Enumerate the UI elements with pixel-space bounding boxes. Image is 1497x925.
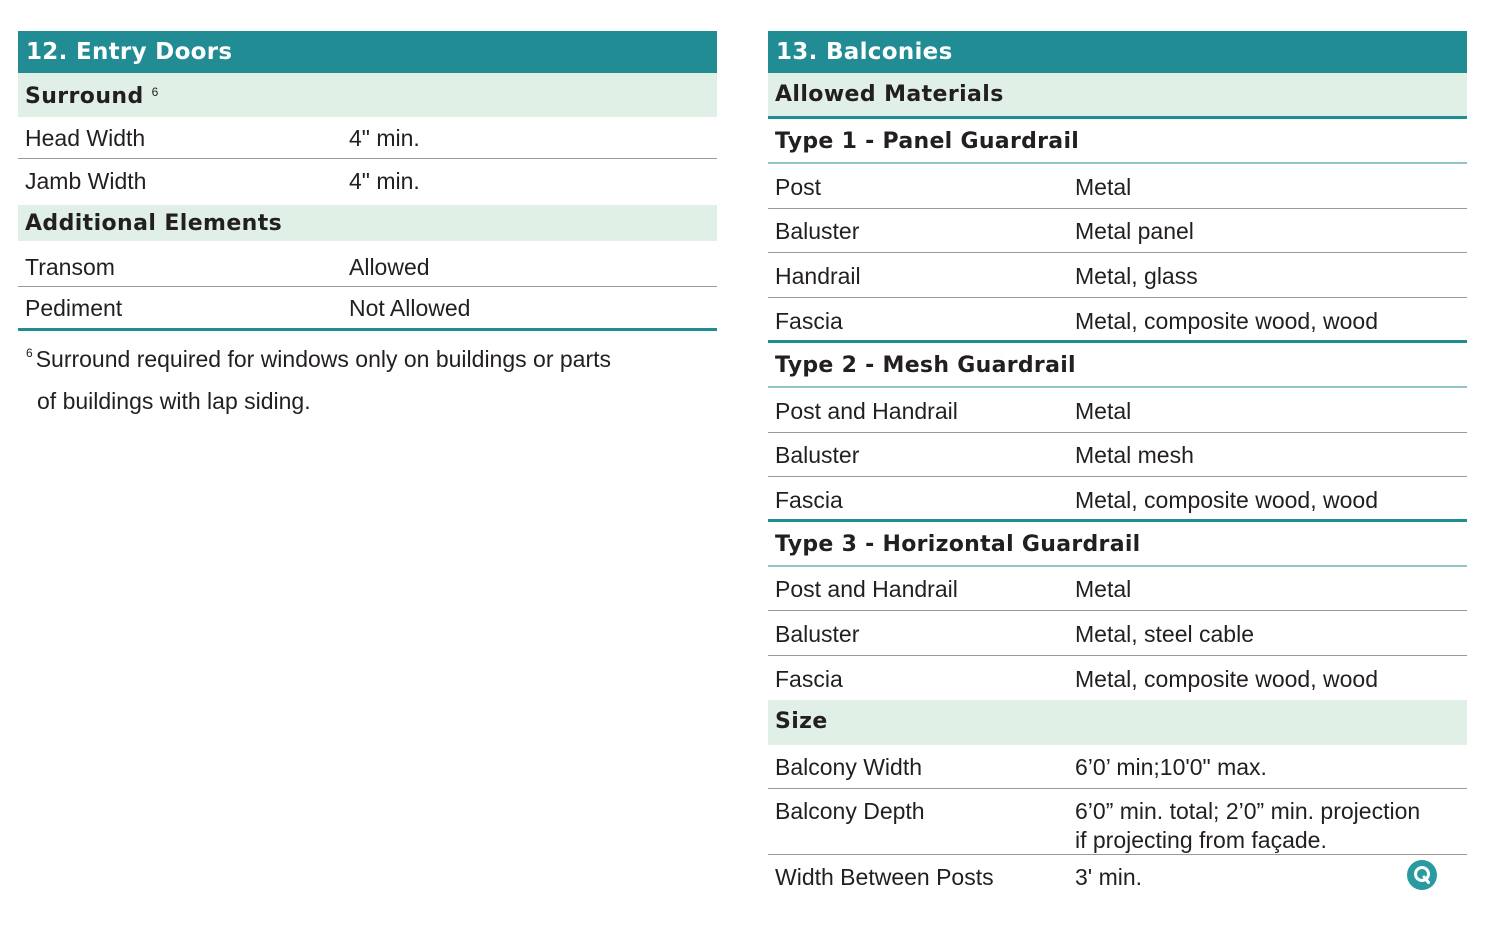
row-value: Metal, composite wood, wood xyxy=(1075,308,1378,334)
table-row xyxy=(768,656,1467,700)
size-heading: Size xyxy=(768,700,1467,745)
row-label: Handrail xyxy=(775,263,861,289)
table-row xyxy=(768,209,1467,253)
table-row xyxy=(768,164,1467,209)
row-label: Fascia xyxy=(775,487,843,513)
type2-heading: Type 2 - Mesh Guardrail xyxy=(768,343,1467,388)
type1-heading: Type 1 - Panel Guardrail xyxy=(768,119,1467,164)
row-label: Fascia xyxy=(775,666,843,692)
row-label: Balcony Depth xyxy=(775,798,925,824)
row-value: 4" min. xyxy=(349,168,420,194)
row-value: Allowed xyxy=(349,254,430,280)
row-label: Post and Handrail xyxy=(775,576,958,602)
type3-heading: Type 3 - Horizontal Guardrail xyxy=(768,522,1467,567)
table-row xyxy=(768,567,1467,611)
row-value: Metal mesh xyxy=(1075,442,1194,468)
row-value: Metal, composite wood, wood xyxy=(1075,666,1378,692)
allowed-materials-heading: Allowed Materials xyxy=(768,73,1467,119)
row-label: Baluster xyxy=(775,621,860,647)
balconies-table xyxy=(768,31,1467,899)
row-value-line2: if projecting from façade. xyxy=(1075,827,1327,853)
table-row xyxy=(18,159,717,205)
table-row xyxy=(768,298,1467,343)
row-label: Post xyxy=(775,174,822,200)
surround-heading-bar xyxy=(18,73,717,117)
row-label: Fascia xyxy=(775,308,843,334)
q-logo-icon xyxy=(1407,860,1437,890)
footnote-line-1 xyxy=(26,338,716,380)
balconies-title: 13. Balconies xyxy=(768,31,1467,73)
row-label: Balcony Width xyxy=(775,754,923,780)
row-value: 6’0’ min;10'0" max. xyxy=(1075,754,1267,780)
row-value: Metal panel xyxy=(1075,218,1194,244)
table-row xyxy=(18,241,717,287)
footnote-text-2: of buildings with lap siding. xyxy=(37,388,311,414)
row-label: Width Between Posts xyxy=(775,864,994,890)
surround-heading: Surround xyxy=(25,84,144,109)
row-value: Metal xyxy=(1075,576,1132,602)
table-row xyxy=(768,611,1467,656)
footnote-marker: 6 xyxy=(151,85,159,99)
entry-doors-table xyxy=(18,31,717,331)
table-row xyxy=(768,789,1467,855)
row-value: Metal xyxy=(1075,398,1132,424)
table-row xyxy=(768,745,1467,789)
table-row xyxy=(768,855,1467,899)
table-row xyxy=(768,388,1467,433)
row-label: Head Width xyxy=(25,125,146,151)
row-value: Metal xyxy=(1075,174,1132,200)
footnote-text-1: Surround required for windows only on buildings or parts xyxy=(35,346,612,372)
q-logo-glyph xyxy=(1407,860,1437,890)
additional-elements-heading: Additional Elements xyxy=(18,205,717,241)
row-value: 4" min. xyxy=(349,125,420,151)
table-row xyxy=(768,433,1467,477)
row-value: Metal, composite wood, wood xyxy=(1075,487,1378,513)
row-label: Jamb Width xyxy=(25,168,147,194)
row-value: 6’0” min. total; 2’0” min. projection xyxy=(1075,798,1421,824)
row-label: Baluster xyxy=(775,442,860,468)
table-row xyxy=(18,287,717,331)
row-label: Transom xyxy=(25,254,115,280)
footnote-number: 6 xyxy=(26,346,33,360)
row-value: Not Allowed xyxy=(349,295,471,321)
row-label: Baluster xyxy=(775,218,860,244)
table-row xyxy=(768,253,1467,298)
row-value: Metal, steel cable xyxy=(1075,621,1254,647)
table-row xyxy=(18,117,717,159)
row-value: Metal, glass xyxy=(1075,263,1198,289)
table-row xyxy=(768,477,1467,522)
entry-doors-title: 12. Entry Doors xyxy=(18,31,717,73)
row-value: 3' min. xyxy=(1075,864,1143,890)
footnote xyxy=(26,338,716,422)
row-label: Post and Handrail xyxy=(775,398,958,424)
row-label: Pediment xyxy=(25,295,123,321)
